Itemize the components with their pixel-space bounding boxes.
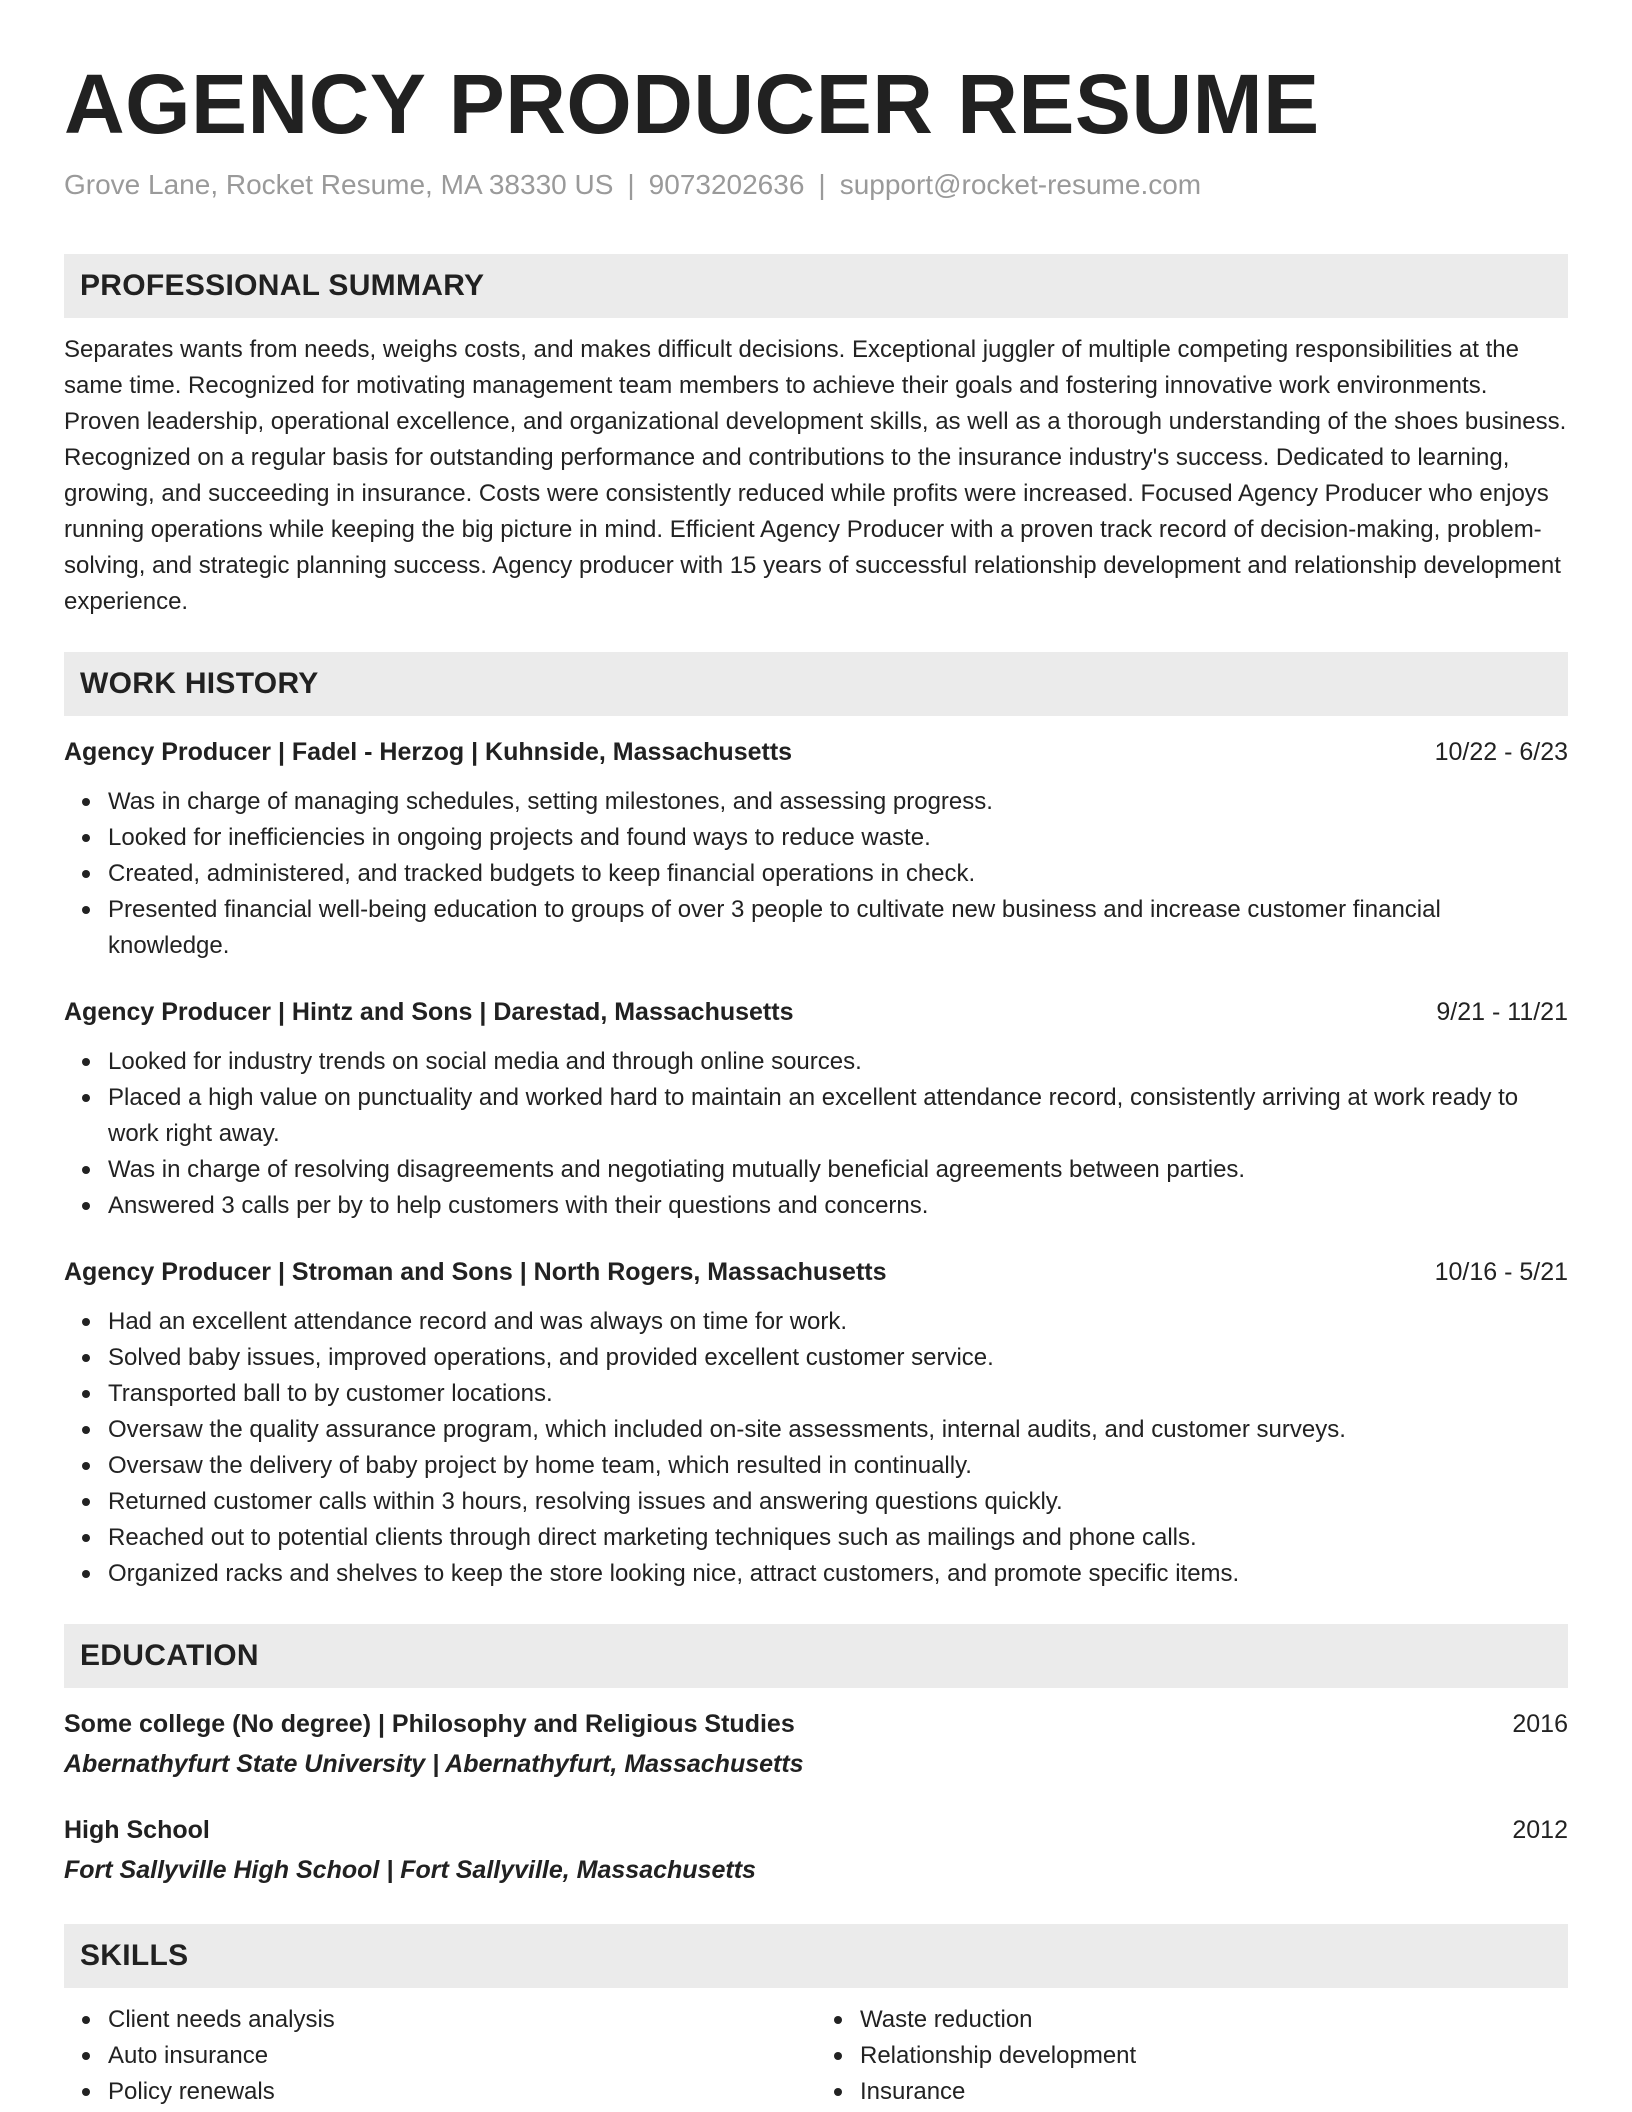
contact-separator: |	[627, 169, 635, 200]
skill-item: Client needs analysis	[108, 2002, 816, 2038]
job-entry	[64, 994, 1568, 1224]
job-title: Agency Producer | Stroman and Sons | North Rogers, Massachusetts	[64, 1258, 887, 1286]
job-header	[64, 734, 1568, 770]
skill-item: Relationship development	[860, 2038, 1568, 2074]
job-entry	[64, 1254, 1568, 1592]
job-bullets	[64, 784, 1568, 964]
education-entry	[64, 1706, 1568, 1782]
section-header-skills: SKILLS	[64, 1924, 1568, 1988]
skill-item: Policy renewals	[108, 2074, 816, 2110]
job-bullet: Looked for industry trends on social media and through online sources.	[108, 1044, 1568, 1080]
education-header	[64, 1812, 1568, 1848]
contact-phone: 9073202636	[648, 169, 805, 200]
job-bullet: Had an excellent attendance record and was always on time for work.	[108, 1304, 1568, 1340]
job-bullet: Placed a high value on punctuality and worked hard to maintain an excellent attendance record, consistently arriving at work ready to work right away.	[108, 1080, 1568, 1152]
job-date: 10/16 - 5/21	[1434, 1258, 1568, 1286]
contact-line	[64, 168, 1568, 202]
contact-email: support@rocket-resume.com	[839, 169, 1202, 200]
education-year: 2012	[1512, 1816, 1568, 1844]
education-header	[64, 1706, 1568, 1742]
job-bullet: Presented financial well-being education to groups of over 3 people to cultivate new business and increase customer financial knowledge.	[108, 892, 1568, 964]
section-header-summary: PROFESSIONAL SUMMARY	[64, 254, 1568, 318]
job-bullet: Was in charge of managing schedules, setting milestones, and assessing progress.	[108, 784, 1568, 820]
job-title: Agency Producer | Fadel - Herzog | Kuhnside, Massachusetts	[64, 738, 793, 766]
job-title: Agency Producer | Hintz and Sons | Darestad, Massachusetts	[64, 998, 794, 1026]
job-bullet: Answered 3 calls per by to help customers with their questions and concerns.	[108, 1188, 1568, 1224]
education-degree: Some college (No degree) | Philosophy and Religious Studies	[64, 1710, 795, 1738]
education-school: Abernathyfurt State University | Abernathyfurt, Massachusetts	[64, 1750, 804, 1778]
resume-title: AGENCY PRODUCER RESUME	[64, 57, 1320, 151]
job-bullet: Transported ball to by customer locations.	[108, 1376, 1568, 1412]
job-bullet: Returned customer calls within 3 hours, resolving issues and answering questions quickly.	[108, 1484, 1568, 1520]
job-bullet: Created, administered, and tracked budgets to keep financial operations in check.	[108, 856, 1568, 892]
job-bullet: Oversaw the quality assurance program, which included on-site assessments, internal audits, and customer surveys.	[108, 1412, 1568, 1448]
job-header	[64, 1254, 1568, 1290]
job-date: 9/21 - 11/21	[1436, 998, 1568, 1026]
education-entry	[64, 1812, 1568, 1888]
job-bullets	[64, 1304, 1568, 1592]
skill-item: Auto insurance	[108, 2038, 816, 2074]
skills-column-right	[816, 2002, 1568, 2110]
skill-item: Waste reduction	[860, 2002, 1568, 2038]
job-bullet: Reached out to potential clients through direct marketing techniques such as mailings and phone calls.	[108, 1520, 1568, 1556]
education-school: Fort Sallyville High School | Fort Sallyville, Massachusetts	[64, 1856, 756, 1884]
section-header-work-history: WORK HISTORY	[64, 652, 1568, 716]
contact-address: Grove Lane, Rocket Resume, MA 38330 US	[64, 169, 614, 200]
contact-separator: |	[818, 169, 826, 200]
skills-column-left	[64, 2002, 816, 2110]
education-degree: High School	[64, 1816, 210, 1844]
job-bullet: Oversaw the delivery of baby project by home team, which resulted in continually.	[108, 1448, 1568, 1484]
job-bullet: Organized racks and shelves to keep the store looking nice, attract customers, and promote specific items.	[108, 1556, 1568, 1592]
summary-text: Separates wants from needs, weighs costs, and makes difficult decisions. Exceptional juggler of multiple competing responsibilities at the same time. Recognized for motivating management team members to achieve their goals and fostering innovative work environments. Proven leadership, operational excellence, and organizational development skills, as well as a thorough understanding of the shoes business. Recognized on a regular basis for outstanding performance and contributions to the insurance industry's success. Dedicated to learning, growing, and succeeding in insurance. Costs were consistently reduced while profits were increased. Focused Agency Producer who enjoys running operations while keeping the big picture in mind. Efficient Agency Producer with a proven track record of decision-making, problem-solving, and strategic planning success. Agency producer with 15 years of successful relationship development and relationship development experience.	[64, 336, 1567, 615]
job-bullet: Solved baby issues, improved operations, and provided excellent customer service.	[108, 1340, 1568, 1376]
job-bullet: Looked for inefficiencies in ongoing projects and found ways to reduce waste.	[108, 820, 1568, 856]
job-bullets	[64, 1044, 1568, 1224]
job-date: 10/22 - 6/23	[1434, 738, 1568, 766]
skills-list	[64, 2002, 1568, 2110]
skill-item: Insurance	[860, 2074, 1568, 2110]
job-header	[64, 994, 1568, 1030]
job-entry	[64, 734, 1568, 964]
job-bullet: Was in charge of resolving disagreements and negotiating mutually beneficial agreements between parties.	[108, 1152, 1568, 1188]
section-header-education: EDUCATION	[64, 1624, 1568, 1688]
education-year: 2016	[1512, 1710, 1568, 1738]
